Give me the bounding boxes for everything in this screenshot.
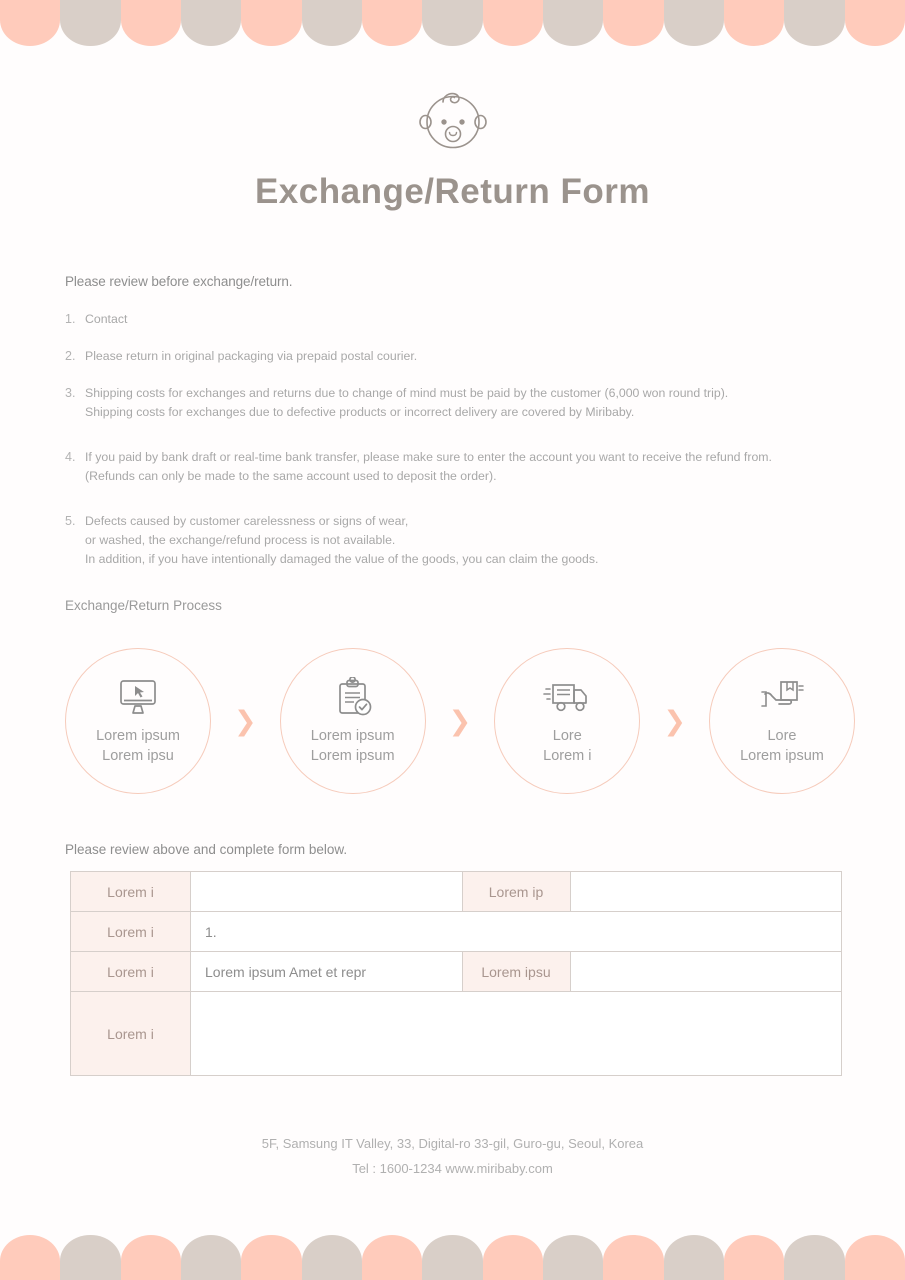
process-step-line2: Lorem ipsum	[310, 748, 395, 764]
row-label-secondary: Lorem ipsu	[462, 952, 570, 992]
notice-text	[85, 384, 728, 422]
scallop-shape	[784, 0, 844, 46]
notice-number: 3.	[65, 386, 76, 401]
notice-line: Shipping costs for exchanges due to defective products or incorrect delivery are covered by Miribaby.	[85, 405, 635, 420]
notice-text	[85, 347, 417, 366]
scallop-shape	[664, 0, 724, 46]
bottom-scallop-border	[0, 1235, 905, 1280]
scallop-shape	[543, 0, 603, 46]
row-value-input[interactable]: 1.	[191, 912, 842, 952]
footer-contact: Tel : 1600-1234 www.miribaby.com	[352, 1160, 553, 1176]
row-label: Lorem i	[71, 992, 191, 1076]
monitor-cursor-icon	[116, 676, 160, 720]
scallop-shape	[483, 1235, 543, 1280]
row-label: Lorem i	[71, 912, 191, 952]
page-header	[0, 86, 905, 212]
notice-line: If you paid by bank draft or real-time bank transfer, please make sure to enter the account you want to receive the refund from.	[85, 450, 772, 465]
scallop-shape	[0, 0, 60, 46]
process-step-label	[740, 726, 824, 766]
process-step-3	[494, 648, 640, 794]
process-step-line1: Lore	[552, 728, 582, 744]
process-step-label	[96, 726, 180, 766]
top-scallop-border	[0, 0, 905, 46]
row-label: Lorem i	[71, 872, 191, 912]
row-value-input[interactable]	[191, 872, 463, 912]
scallop-shape	[241, 0, 301, 46]
row-value-textarea[interactable]	[191, 992, 842, 1076]
chevron-right-icon: ❯	[234, 705, 257, 737]
row-label-secondary: Lorem ip	[462, 872, 570, 912]
process-step-label	[543, 726, 591, 766]
scallop-shape	[845, 0, 905, 46]
clipboard-check-icon	[331, 676, 375, 720]
scallop-shape	[724, 1235, 784, 1280]
notice-line: Contact	[85, 312, 128, 326]
scallop-shape	[483, 0, 543, 46]
scallop-shape	[241, 1235, 301, 1280]
scallop-shape	[603, 1235, 663, 1280]
notice-item	[65, 448, 855, 486]
process-step-line1: Lorem ipsum	[96, 728, 180, 744]
notice-item	[65, 347, 855, 366]
notice-section	[65, 274, 855, 587]
notice-line: In addition, if you have intentionally damaged the value of the goods, you can claim the goods.	[85, 552, 599, 567]
scallop-shape	[422, 0, 482, 46]
hand-package-icon	[759, 676, 805, 720]
scallop-shape	[60, 0, 120, 46]
baby-face-logo	[416, 86, 490, 154]
notice-number: 5.	[65, 514, 76, 529]
process-step-1	[65, 648, 211, 794]
notice-number: 1.	[65, 312, 76, 326]
footer-address: 5F, Samsung IT Valley, 33, Digital-ro 33-gil, Guro-gu, Seoul, Korea	[261, 1136, 644, 1151]
scallop-shape	[543, 1235, 603, 1280]
scallop-shape	[724, 0, 784, 46]
scallop-shape	[362, 1235, 422, 1280]
notice-text	[85, 310, 127, 329]
chevron-right-icon: ❯	[448, 705, 472, 737]
table-row	[71, 992, 842, 1076]
notice-heading: Please review before exchange/return.	[65, 274, 293, 289]
table-row	[71, 912, 842, 952]
process-step-4	[709, 648, 855, 794]
scallop-shape	[302, 1235, 362, 1280]
scallop-shape	[121, 1235, 181, 1280]
process-step-2	[280, 648, 426, 794]
row-value-input-secondary[interactable]	[570, 872, 842, 912]
process-step-line1: Lorem ipsum	[310, 728, 395, 744]
process-step-label	[311, 726, 395, 766]
notice-item	[65, 310, 855, 329]
row-label: Lorem i	[71, 952, 191, 992]
notice-item	[65, 512, 855, 569]
scallop-shape	[181, 1235, 241, 1280]
scallop-shape	[845, 1235, 905, 1280]
scallop-shape	[0, 1235, 60, 1280]
process-step-line2: Lorem i	[543, 748, 592, 764]
process-step-line1: Lore	[767, 728, 797, 744]
scallop-shape	[302, 0, 362, 46]
scallop-shape	[664, 1235, 724, 1280]
scallop-shape	[603, 0, 663, 46]
exchange-return-form-table	[70, 871, 842, 1076]
notice-line: Defects caused by customer carelessness or signs of wear,	[85, 514, 409, 529]
notice-number: 4.	[65, 450, 76, 465]
notice-line: Shipping costs for exchanges and returns due to change of mind must be paid by the customer (6,000 won round trip).	[85, 386, 729, 401]
process-step-line2: Lorem ipsu	[102, 748, 174, 764]
chevron-right-icon: ❯	[663, 705, 686, 737]
table-row	[71, 872, 842, 912]
process-step-line2: Lorem ipsum	[740, 748, 824, 764]
notice-line: Please return in original packaging via prepaid postal courier.	[85, 349, 418, 364]
process-steps	[65, 645, 855, 797]
process-heading: Exchange/Return Process	[65, 598, 222, 613]
row-value-input[interactable]: Lorem ipsum Amet et repr	[191, 952, 463, 992]
page-title: Exchange/Return Form	[254, 172, 651, 211]
notice-text	[85, 512, 598, 569]
scallop-shape	[181, 0, 241, 46]
notice-line: (Refunds can only be made to the same account used to deposit the order).	[85, 469, 497, 484]
scallop-shape	[784, 1235, 844, 1280]
scallop-shape	[362, 0, 422, 46]
delivery-truck-icon	[543, 676, 591, 720]
row-value-input-secondary[interactable]	[570, 952, 842, 992]
notice-line: or washed, the exchange/refund process is not available.	[85, 533, 396, 548]
notice-number: 2.	[65, 349, 76, 364]
table-row	[71, 952, 842, 992]
scallop-shape	[121, 0, 181, 46]
scallop-shape	[422, 1235, 482, 1280]
form-heading: Please review above and complete form below.	[65, 842, 348, 857]
scallop-shape	[60, 1235, 120, 1280]
page-footer	[0, 1132, 905, 1181]
notice-item	[65, 384, 855, 422]
notice-text	[85, 448, 772, 486]
